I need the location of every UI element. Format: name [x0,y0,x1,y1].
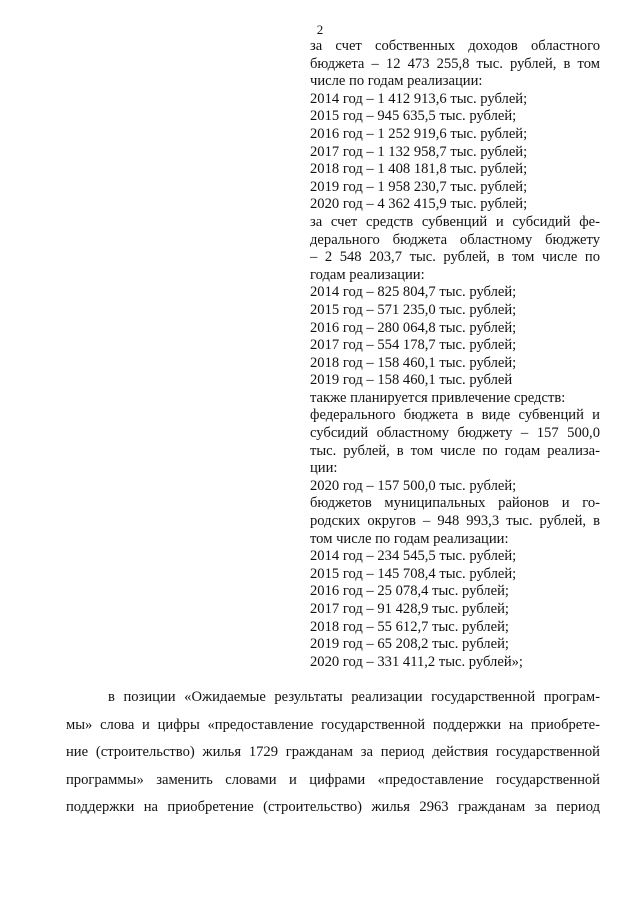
column-line: 2015 год – 571 235,0 тыс. рублей; [310,301,517,318]
column-line: 2016 год – 25 078,4 тыс. рублей; [310,583,509,600]
column-line: годам реализации: [310,266,425,283]
column-line: за счет средств субвенций и субсидий фе- [310,213,600,230]
column-line: 2018 год – 158 460,1 тыс. рублей; [310,354,517,371]
column-line: 2014 год – 825 804,7 тыс. рублей; [310,284,517,301]
column-line: ции: [310,460,338,477]
paragraph-line: ние (строительство) жилья 1729 гражданам за период действия государственной [66,744,600,761]
column-line: 2016 год – 280 064,8 тыс. рублей; [310,319,517,336]
column-line: 2016 год – 1 252 919,6 тыс. рублей; [310,125,528,142]
column-line: бюджетов муниципальных районов и го- [310,495,600,512]
column-line: 2015 год – 145 708,4 тыс. рублей; [310,565,517,582]
column-line: 2017 год – 91 428,9 тыс. рублей; [310,601,509,617]
column-line: 2019 год – 65 208,2 тыс. рублей; [310,636,509,653]
column-line: 2014 год – 234 545,5 тыс. рублей; [310,548,517,565]
paragraph-line: программы» заменить словами и цифрами «предоставление государственной [66,771,600,788]
column-line: 2020 год – 4 362 415,9 тыс. рублей; [310,196,528,213]
column-line: 2018 год – 1 408 181,8 тыс. рублей; [310,161,528,178]
column-line: субсидий областному бюджету – 157 500,0 [310,425,600,442]
column-line: 2020 год – 157 500,0 тыс. рублей; [310,477,517,494]
paragraph-line: поддержки на приобретение (строительство) жилья 2963 гражданам за период [66,799,600,816]
column-line: том числе по годам реализации: [310,530,509,547]
column-line: 2014 год – 1 412 913,6 тыс. рублей; [310,90,528,107]
column-line: 2019 год – 158 460,1 тыс. рублей [310,372,513,389]
column-line: федерального бюджета в виде субвенций и [310,407,600,424]
column-line: бюджета – 12 473 255,8 тыс. рублей, в том [310,55,600,72]
column-line: 2020 год – 331 411,2 тыс. рублей»; [310,653,523,670]
page-number: 2 [316,22,324,37]
column-line: родских округов – 948 993,3 тыс. рублей, в [310,513,600,530]
results-paragraph [66,684,600,822]
column-line: также планируется привлечение средств: [310,389,566,406]
column-line: тыс. рублей, в том числе по годам реализа- [310,442,600,459]
paragraph-line: в позиции «Ожидаемые результаты реализации государственной програм- [108,689,600,705]
column-line: 2017 год – 1 132 958,7 тыс. рублей; [310,143,528,160]
paragraph-line: мы» слова и цифры «предоставление государственной поддержки на приобрете- [66,716,600,733]
column-line: 2019 год – 1 958 230,7 тыс. рублей; [310,178,528,195]
column-line: – 2 548 203,7 тыс. рублей, в том числе по [310,249,600,266]
column-line: 2018 год – 55 612,7 тыс. рублей; [310,618,509,635]
column-line: 2017 год – 554 178,7 тыс. рублей; [310,337,517,354]
column-line: дерального бюджета областному бюджету [310,231,600,248]
column-line: 2015 год – 945 635,5 тыс. рублей; [310,108,517,125]
funding-column [310,38,600,671]
column-line: за счет собственных доходов областного [310,38,600,54]
column-line: числе по годам реализации: [310,73,483,90]
